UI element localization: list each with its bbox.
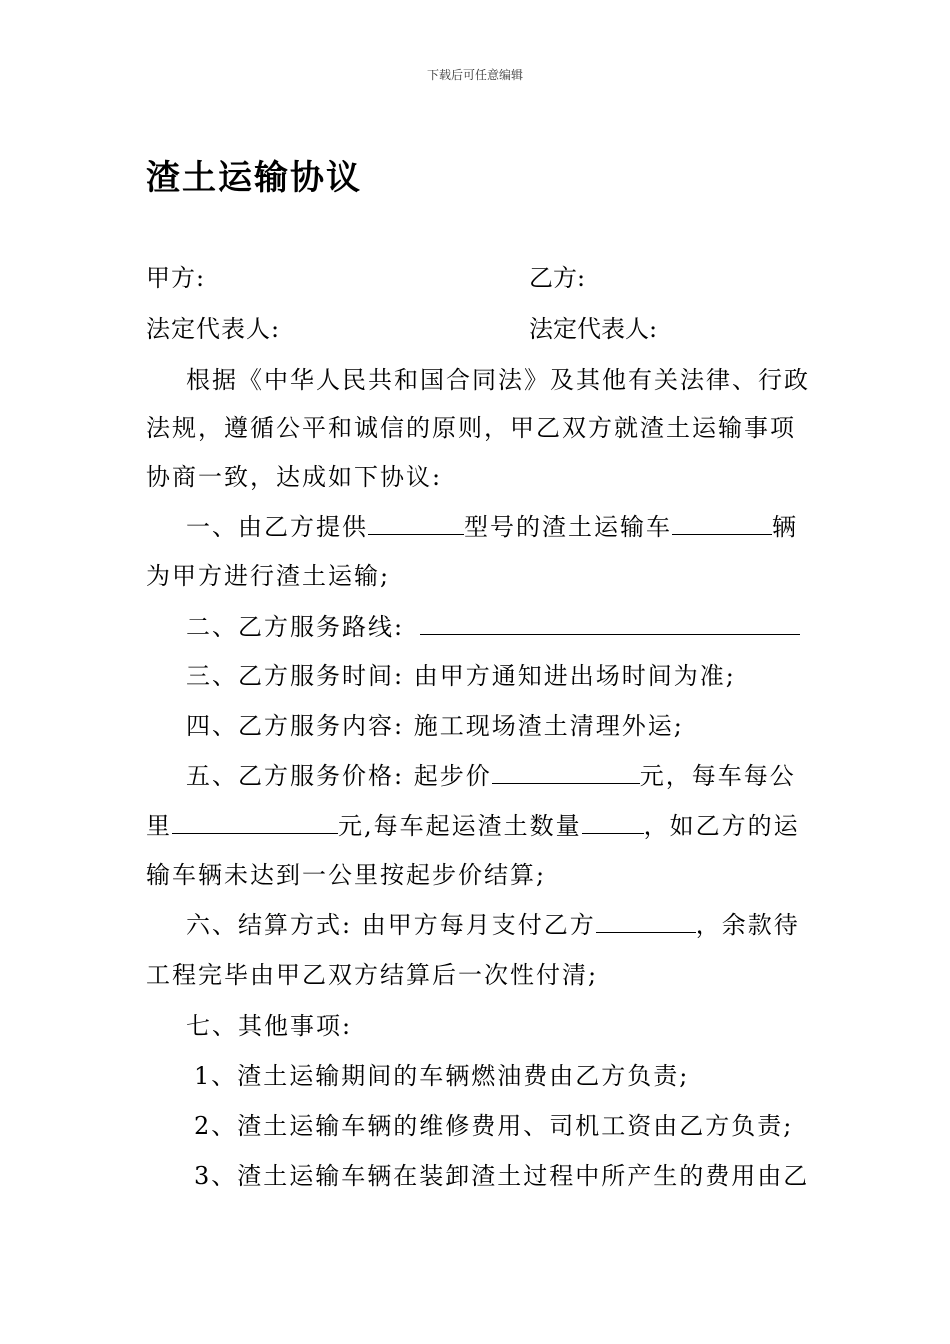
clause-5-text-e: ，如乙方的运: [643, 812, 800, 840]
clause-2-text: 二、乙方服务路线:: [186, 613, 405, 641]
preamble-line-3: 协商一致，达成如下协议:: [146, 463, 443, 491]
clause-5-text-d: 元,每车起运渣土数量: [338, 812, 582, 840]
price-per-km-blank[interactable]: [172, 807, 338, 834]
preamble-line-1: 根据《中华人民共和国合同法》及其他有关法律、行政: [186, 366, 810, 394]
starting-price-blank[interactable]: [492, 757, 640, 784]
clause-6-line-2: 工程完毕由甲乙双方结算后一次性付清;: [146, 961, 599, 989]
document-title: 渣土运输协议: [146, 158, 362, 198]
clause-5-text-a: 五、乙方服务价格: 起步价: [186, 762, 492, 790]
service-route-blank[interactable]: [420, 608, 800, 635]
clause-4-line: 四、乙方服务内容: 施工现场渣土清理外运;: [186, 712, 684, 740]
preamble-line-2: 法规，遵循公平和诚信的原则，甲乙双方就渣土运输事项: [146, 414, 796, 442]
party-b-representative-label: 法定代表人:: [529, 315, 658, 343]
clause-6-line-1: [186, 905, 800, 940]
monthly-payment-blank[interactable]: [596, 906, 696, 933]
clause-1-text-b: 型号的渣土运输车: [464, 513, 672, 541]
page-header-note: 下载后可任意编辑: [426, 68, 523, 82]
clause-1-line-2: 为甲方进行渣土运输;: [146, 562, 391, 590]
clause-1-text-c: 辆: [772, 513, 798, 541]
clause-3-line: 三、乙方服务时间: 由甲方通知进出场时间为准;: [186, 662, 736, 690]
clause-1-line-1: [186, 507, 798, 542]
clause-5-text-b: 元，每车每公: [639, 762, 796, 790]
clause-6-text-a: 六、结算方式: 由甲方每月支付乙方: [186, 911, 596, 939]
clause-7-item-1: 1、渣土运输期间的车辆燃油费由乙方负责;: [194, 1062, 690, 1090]
party-b-label: 乙方:: [529, 264, 586, 292]
clause-5-line-3: 输车辆未达到一公里按起步价结算;: [146, 861, 547, 889]
clause-7-heading: 七、其他事项:: [186, 1012, 353, 1040]
clause-1-text-a: 一、由乙方提供: [186, 513, 368, 541]
clause-5-line-2: [146, 806, 800, 841]
vehicle-count-blank[interactable]: [672, 508, 772, 535]
party-a-representative-label: 法定代表人:: [146, 315, 281, 343]
clause-6-text-b: ，余款待: [695, 911, 800, 939]
clause-5-line-1: [186, 756, 796, 791]
clause-7-item-3: 3、渣土运输车辆在装卸渣土过程中所产生的费用由乙: [194, 1162, 810, 1190]
clause-7-item-2: 2、渣土运输车辆的维修费用、司机工资由乙方负责;: [194, 1112, 794, 1140]
vehicle-model-blank[interactable]: [368, 508, 464, 535]
party-a-label: 甲方:: [146, 264, 206, 292]
clause-2-line: [186, 607, 800, 642]
clause-5-text-c: 里: [146, 812, 172, 840]
load-quantity-blank[interactable]: [582, 807, 644, 834]
